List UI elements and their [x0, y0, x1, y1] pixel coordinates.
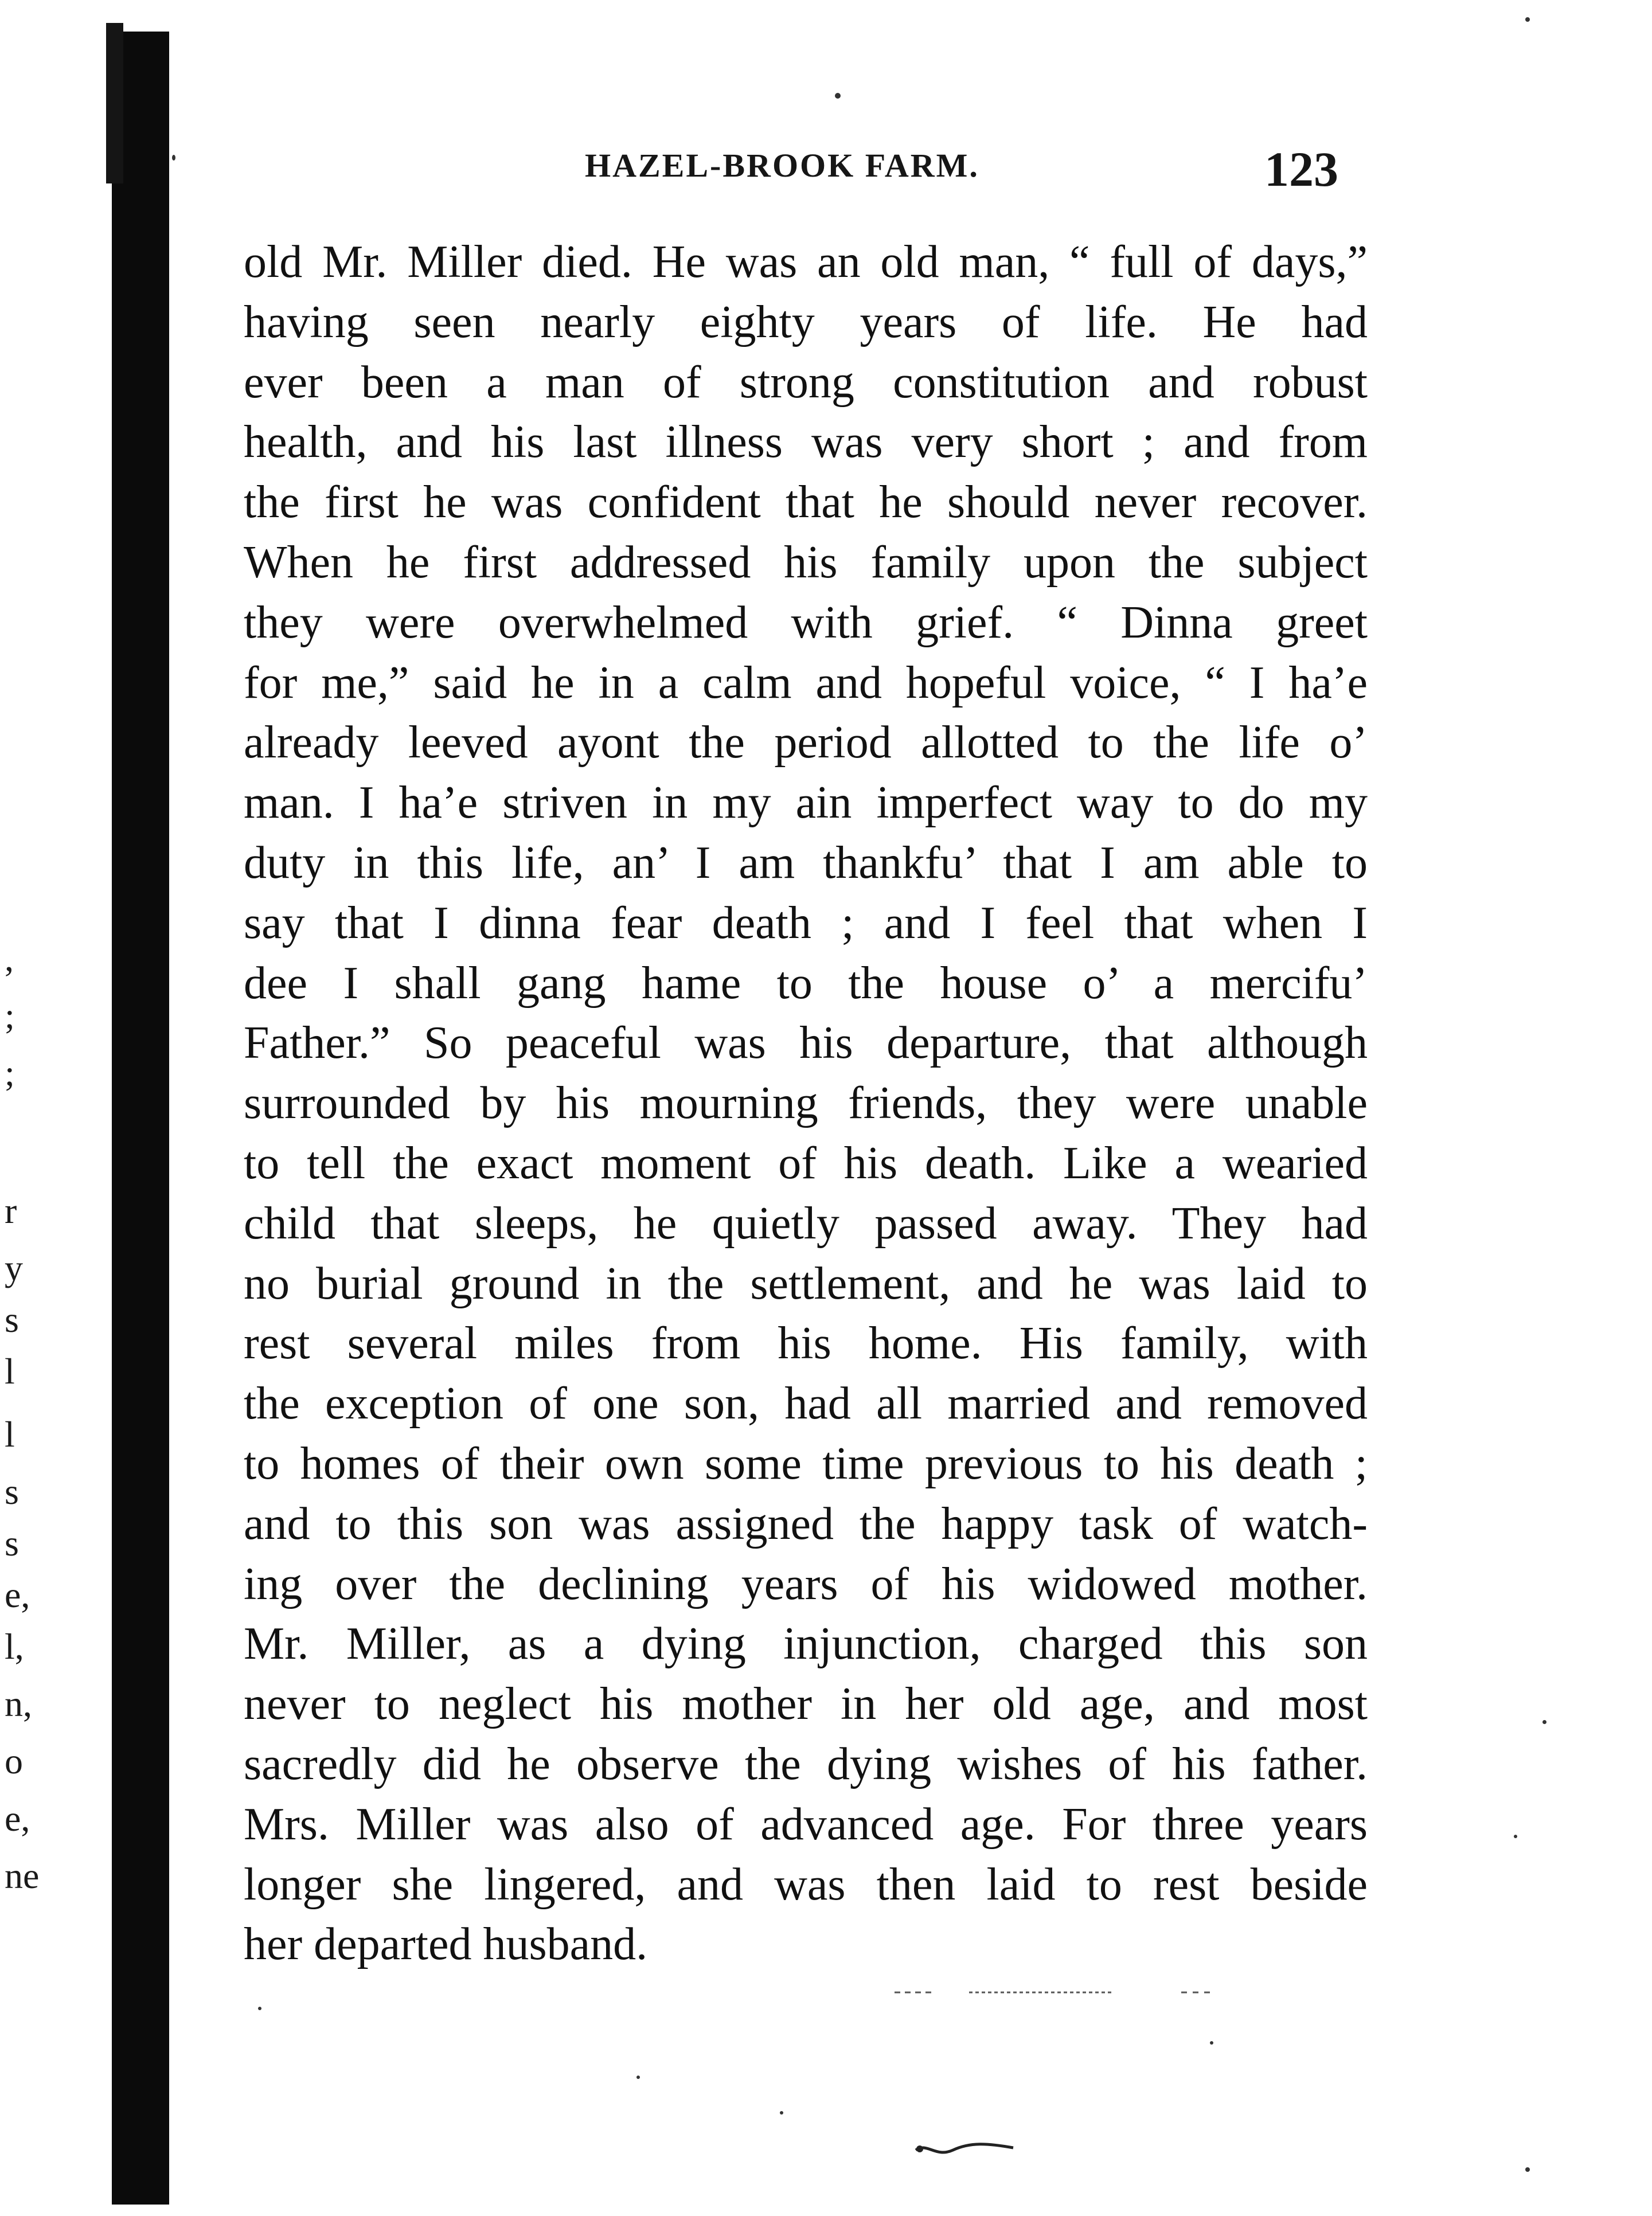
- running-head: HAZEL-BROOK FARM.: [585, 147, 979, 184]
- binding-shadow-top: [106, 23, 123, 183]
- speck: [172, 155, 175, 161]
- speck: [1525, 2167, 1530, 2172]
- text-line: they were overwhelmed with grief. “ Dinna greet: [244, 597, 1368, 648]
- speck: [258, 2007, 261, 2010]
- text-line: old Mr. Miller died. He was an old man, “ full of days,”: [244, 237, 1368, 287]
- text-line: the exception of one son, had all married and removed: [244, 1378, 1368, 1429]
- text-line: to tell the exact moment of his death. Like a wearied: [244, 1138, 1368, 1189]
- text-line: surrounded by his mourning friends, they were unable: [244, 1078, 1368, 1129]
- text-line: to homes of their own some time previous to his death ;: [244, 1438, 1368, 1489]
- speck: [835, 93, 841, 99]
- text-line: and to this son was assigned the happy task of watch-: [244, 1498, 1368, 1549]
- text-line: rest several miles from his home. His family, with: [244, 1318, 1368, 1369]
- text-line: already leeved ayont the period allotted to the life o’: [244, 717, 1368, 768]
- facing-fragment: ne: [5, 1855, 40, 1896]
- speck: [780, 2111, 783, 2115]
- facing-fragment: l: [5, 1351, 15, 1392]
- facing-fragment: r: [5, 1190, 17, 1231]
- text-line: Mr. Miller, as a dying injunction, charged this son: [244, 1619, 1368, 1670]
- text-line: never to neglect his mother in her old age, and most: [244, 1679, 1368, 1730]
- text-line: When he first addressed his family upon the subject: [244, 537, 1368, 588]
- text-line: the first he was confident that he should never recover.: [244, 477, 1368, 528]
- page-number: 123: [1264, 142, 1338, 197]
- tail-ornament: [913, 2137, 1016, 2160]
- text-line: for me,” said he in a calm and hopeful voice, “ I ha’e: [244, 657, 1368, 708]
- facing-fragment: y: [5, 1248, 23, 1288]
- facing-fragment: s: [5, 1471, 19, 1512]
- text-line: ever been a man of strong constitution and robust: [244, 357, 1368, 408]
- text-line: child that sleeps, he quietly passed away. They had: [244, 1198, 1368, 1249]
- binding-shadow: [112, 32, 169, 2205]
- text-line: dee I shall gang hame to the house o’ a mercifu’: [244, 957, 1368, 1009]
- facing-fragment: ;: [5, 995, 15, 1036]
- facing-fragment: n,: [5, 1683, 32, 1724]
- text-line: Father.” So peaceful was his departure, that although: [244, 1018, 1368, 1069]
- text-line: health, and his last illness was very short ; and from: [244, 417, 1368, 468]
- speck: [636, 2076, 640, 2079]
- text-line: no burial ground in the settlement, and he was laid to: [244, 1258, 1368, 1309]
- text-line: sacredly did he observe the dying wishes of his father.: [244, 1738, 1368, 1789]
- facing-fragment: o: [5, 1741, 23, 1781]
- facing-fragment: l,: [5, 1626, 24, 1667]
- speck: [1542, 1720, 1546, 1724]
- facing-fragment: ,: [5, 938, 14, 979]
- facing-fragment: s: [5, 1523, 19, 1564]
- speck: [1514, 1835, 1517, 1838]
- facing-fragment: s: [5, 1299, 19, 1340]
- text-line: her departed husband.: [244, 1919, 648, 1970]
- facing-fragment: e,: [5, 1798, 30, 1839]
- facing-fragment: ;: [5, 1053, 15, 1093]
- text-line: Mrs. Miller was also of advanced age. For three years: [244, 1799, 1368, 1850]
- dashed-rule: [895, 1988, 1216, 1996]
- text-line: man. I ha’e striven in my ain imperfect way to do my: [244, 777, 1368, 828]
- text-line: ing over the declining years of his widowed mother.: [244, 1558, 1368, 1609]
- text-line: longer she lingered, and was then laid to rest beside: [244, 1859, 1368, 1910]
- body-text: [244, 232, 1368, 1975]
- text-line: duty in this life, an’ I am thankfu’ that I am able to: [244, 837, 1368, 888]
- speck: [1210, 2041, 1213, 2045]
- text-line: having seen nearly eighty years of life. He had: [244, 296, 1368, 347]
- facing-fragment: e,: [5, 1574, 30, 1615]
- speck: [1525, 17, 1530, 22]
- facing-page-bleed: [0, 940, 69, 1984]
- text-line: say that I dinna fear death ; and I feel that when I: [244, 897, 1368, 948]
- facing-fragment: l: [5, 1414, 15, 1455]
